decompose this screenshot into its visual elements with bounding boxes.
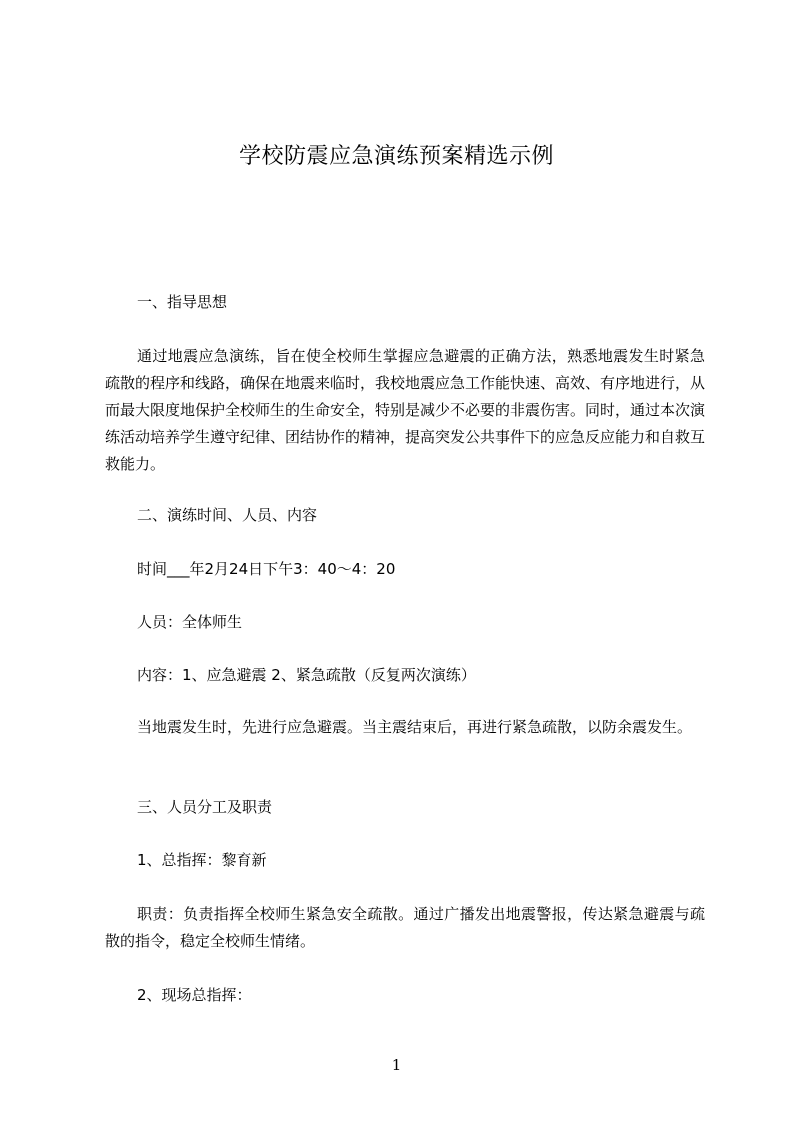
section-heading-roles: 三、人员分工及职责 [137,798,273,816]
commander-line: 1、总指挥：黎育新 [137,851,267,869]
page-number: 1 [391,1056,402,1074]
site-commander-line: 2、现场总指挥： [137,986,252,1004]
document-title: 学校防震应急演练预案精选示例 [238,144,554,169]
section-heading-time-people-content: 二、演练时间、人员、内容 [137,506,318,524]
drill-time-line: 时间___年2月24日下午3：40～4：20 [137,560,396,578]
section-heading-guiding-ideology: 一、指导思想 [137,293,228,311]
paragraph-commander-duty: 职责：负责指挥全校师生紧急安全疏散。通过广播发出地震警报，传达紧急避震与疏散的指令，稳定全校师生情绪。 [105,905,705,950]
paragraph-drill-sequence: 当地震发生时，先进行应急避震。当主震结束后，再进行紧急疏散，以防余震发生。 [137,718,693,736]
drill-people-line: 人员：全体师生 [137,613,243,631]
drill-content-line: 内容：1、应急避震 2、紧急疏散（反复两次演练） [137,666,476,684]
paragraph-guiding-ideology: 通过地震应急演练，旨在使全校师生掌握应急避震的正确方法，熟悉地震发生时紧急疏散的程序和线路，确保在地震来临时，我校地震应急工作能快速、高效、有序地进行，从而最大限度地保护全校师生的生命安全，特别是减少不必要的非震伤害。同时，通过本次演练活动培养学生遵守纪律、团结协作的精神，提高突发公共事件下的应急反应能力和自救互救能力。 [105,347,706,473]
